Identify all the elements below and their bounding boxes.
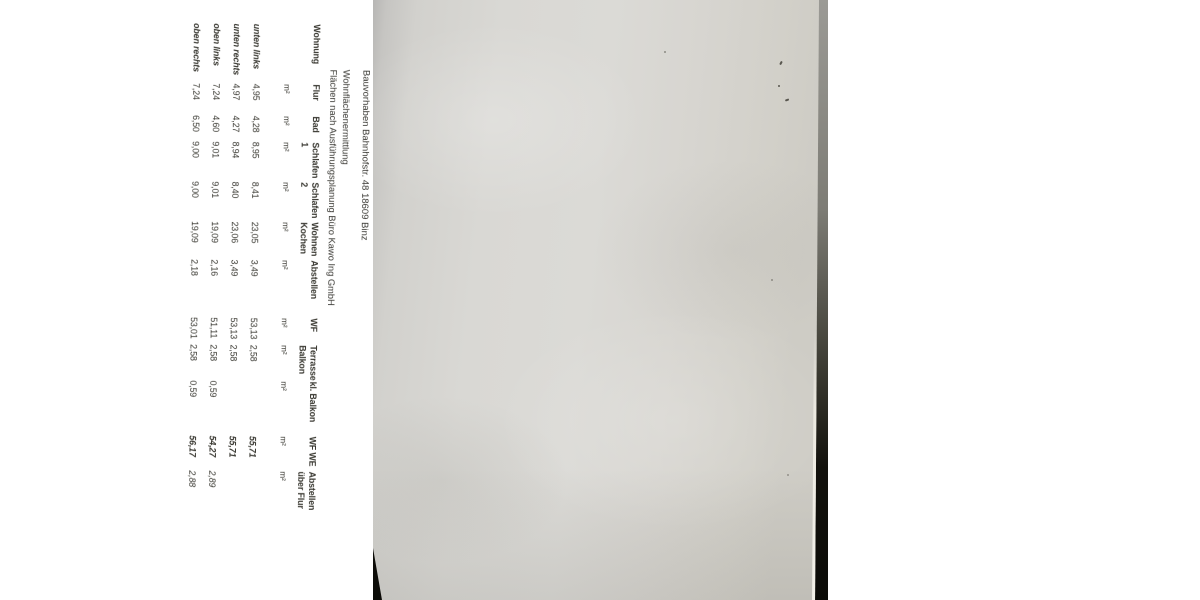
value-cell: 2,58 xyxy=(248,344,259,362)
paper-sheet xyxy=(373,0,828,600)
column-header-wohnung: Wohnung xyxy=(311,24,322,65)
value-cell: 0,59 xyxy=(208,380,219,398)
value-cell-abstellen-ueber-flur: 2,89 xyxy=(207,470,218,488)
unit-cell xyxy=(277,24,292,84)
value-cell: 3,49 xyxy=(229,259,240,277)
unit-cell: m² xyxy=(281,116,291,126)
value-cell-abstellen-ueber-flur: 2,88 xyxy=(187,470,198,488)
column-header-kl-balkon: kl. Balkon xyxy=(307,381,319,423)
area-table xyxy=(177,23,322,532)
value-cell: 53,13 xyxy=(248,317,259,340)
value-cell-abstellen-ueber-flur xyxy=(217,471,238,531)
value-cell xyxy=(238,381,275,436)
document-title: Wohnflächenermittlung xyxy=(340,69,352,165)
unit-cell: m² xyxy=(278,436,288,446)
value-cell-wf-we: 55,71 xyxy=(247,435,258,458)
value-cell: 9,01 xyxy=(210,141,221,159)
column-header-abstellen-ueber-flur: Abstellen über Flur xyxy=(296,471,318,511)
row-label: unten rechts xyxy=(231,23,242,76)
paper-speck xyxy=(778,85,780,87)
column-header-schlafen2: Schlafen 2 xyxy=(299,182,321,219)
value-cell: 4,28 xyxy=(250,115,261,133)
value-cell xyxy=(218,381,239,436)
value-cell: 7,24 xyxy=(191,83,202,100)
value-cell: 0,59 xyxy=(188,380,199,398)
value-cell: 2,58 xyxy=(228,344,239,362)
value-cell: 9,00 xyxy=(190,181,201,198)
value-cell: 3,49 xyxy=(249,259,260,277)
unit-cell: m² xyxy=(279,318,289,328)
column-header-bad: Bad xyxy=(310,116,321,133)
value-cell-wf-we: 55,71 xyxy=(227,435,238,458)
column-header-schlafen1: Schlafen 1 xyxy=(300,142,321,179)
document-header xyxy=(322,70,371,593)
unit-cell: m² xyxy=(281,142,291,152)
value-cell: 8,94 xyxy=(230,141,241,159)
column-header-flur: Flur xyxy=(311,84,322,101)
paper-edge-highlight xyxy=(812,330,817,600)
column-header-wf-we: WF WE xyxy=(307,436,318,467)
value-cell-wf-we: 54,27 xyxy=(207,435,218,458)
document-content xyxy=(152,16,372,593)
value-cell: 8,95 xyxy=(250,141,261,159)
unit-cell: m² xyxy=(279,345,289,355)
project-title: Bauvorhaben Bahnhofstr. 48 18609 Binz xyxy=(358,69,372,241)
value-cell: 6,50 xyxy=(190,115,201,132)
value-cell: 9,00 xyxy=(190,141,201,158)
value-cell: 2,58 xyxy=(208,344,219,362)
column-header-terrasse-balkon: Terrasse Balkon xyxy=(297,345,319,381)
value-cell: 23,06 xyxy=(229,221,240,244)
value-cell: 9,01 xyxy=(210,181,221,199)
unit-cell: m² xyxy=(280,260,290,270)
paper-speck xyxy=(664,51,666,53)
paper-speck xyxy=(771,279,773,281)
column-header-wf: WF xyxy=(308,318,319,332)
value-cell: 4,60 xyxy=(210,115,221,133)
value-cell: 19,09 xyxy=(189,221,200,243)
table-header-row xyxy=(287,24,322,532)
value-cell: 8,41 xyxy=(250,181,261,199)
value-cell: 4,95 xyxy=(251,83,262,101)
value-cell: 53,13 xyxy=(228,317,239,340)
unit-cell: m² xyxy=(280,222,290,232)
value-cell: 8,40 xyxy=(230,181,241,199)
row-label: oben links xyxy=(211,23,222,66)
value-cell: 4,27 xyxy=(230,115,241,133)
unit-cell: m² xyxy=(282,84,292,94)
value-cell: 2,18 xyxy=(189,259,200,276)
column-header-abstellen: Abstellen xyxy=(309,260,320,300)
value-cell-wf-we: 56,17 xyxy=(187,435,198,457)
row-label: oben rechts xyxy=(191,23,202,72)
document-photo xyxy=(373,0,828,600)
value-cell: 4,97 xyxy=(231,83,242,101)
value-cell: 51,11 xyxy=(208,317,219,339)
value-cell: 53,01 xyxy=(188,317,199,339)
column-header-wohnen-kochen: Wohnen Kochen xyxy=(299,222,320,257)
value-cell-abstellen-ueber-flur xyxy=(237,471,274,531)
value-cell: 2,16 xyxy=(209,259,220,277)
unit-cell: m² xyxy=(279,381,289,391)
value-cell: 19,09 xyxy=(209,221,220,243)
unit-cell: m² xyxy=(281,182,291,192)
value-cell: 23,05 xyxy=(249,221,260,244)
document-subtitle: Flächen nach Ausführungsplanung Büro Kawo Ing GmbH xyxy=(326,69,339,306)
value-cell: 7,24 xyxy=(211,83,222,101)
value-cell: 2,58 xyxy=(188,344,199,361)
row-label: unten links xyxy=(251,23,262,70)
paper-speck xyxy=(787,474,789,476)
unit-cell: m² xyxy=(278,471,288,481)
table-row-unten-links xyxy=(237,24,278,532)
